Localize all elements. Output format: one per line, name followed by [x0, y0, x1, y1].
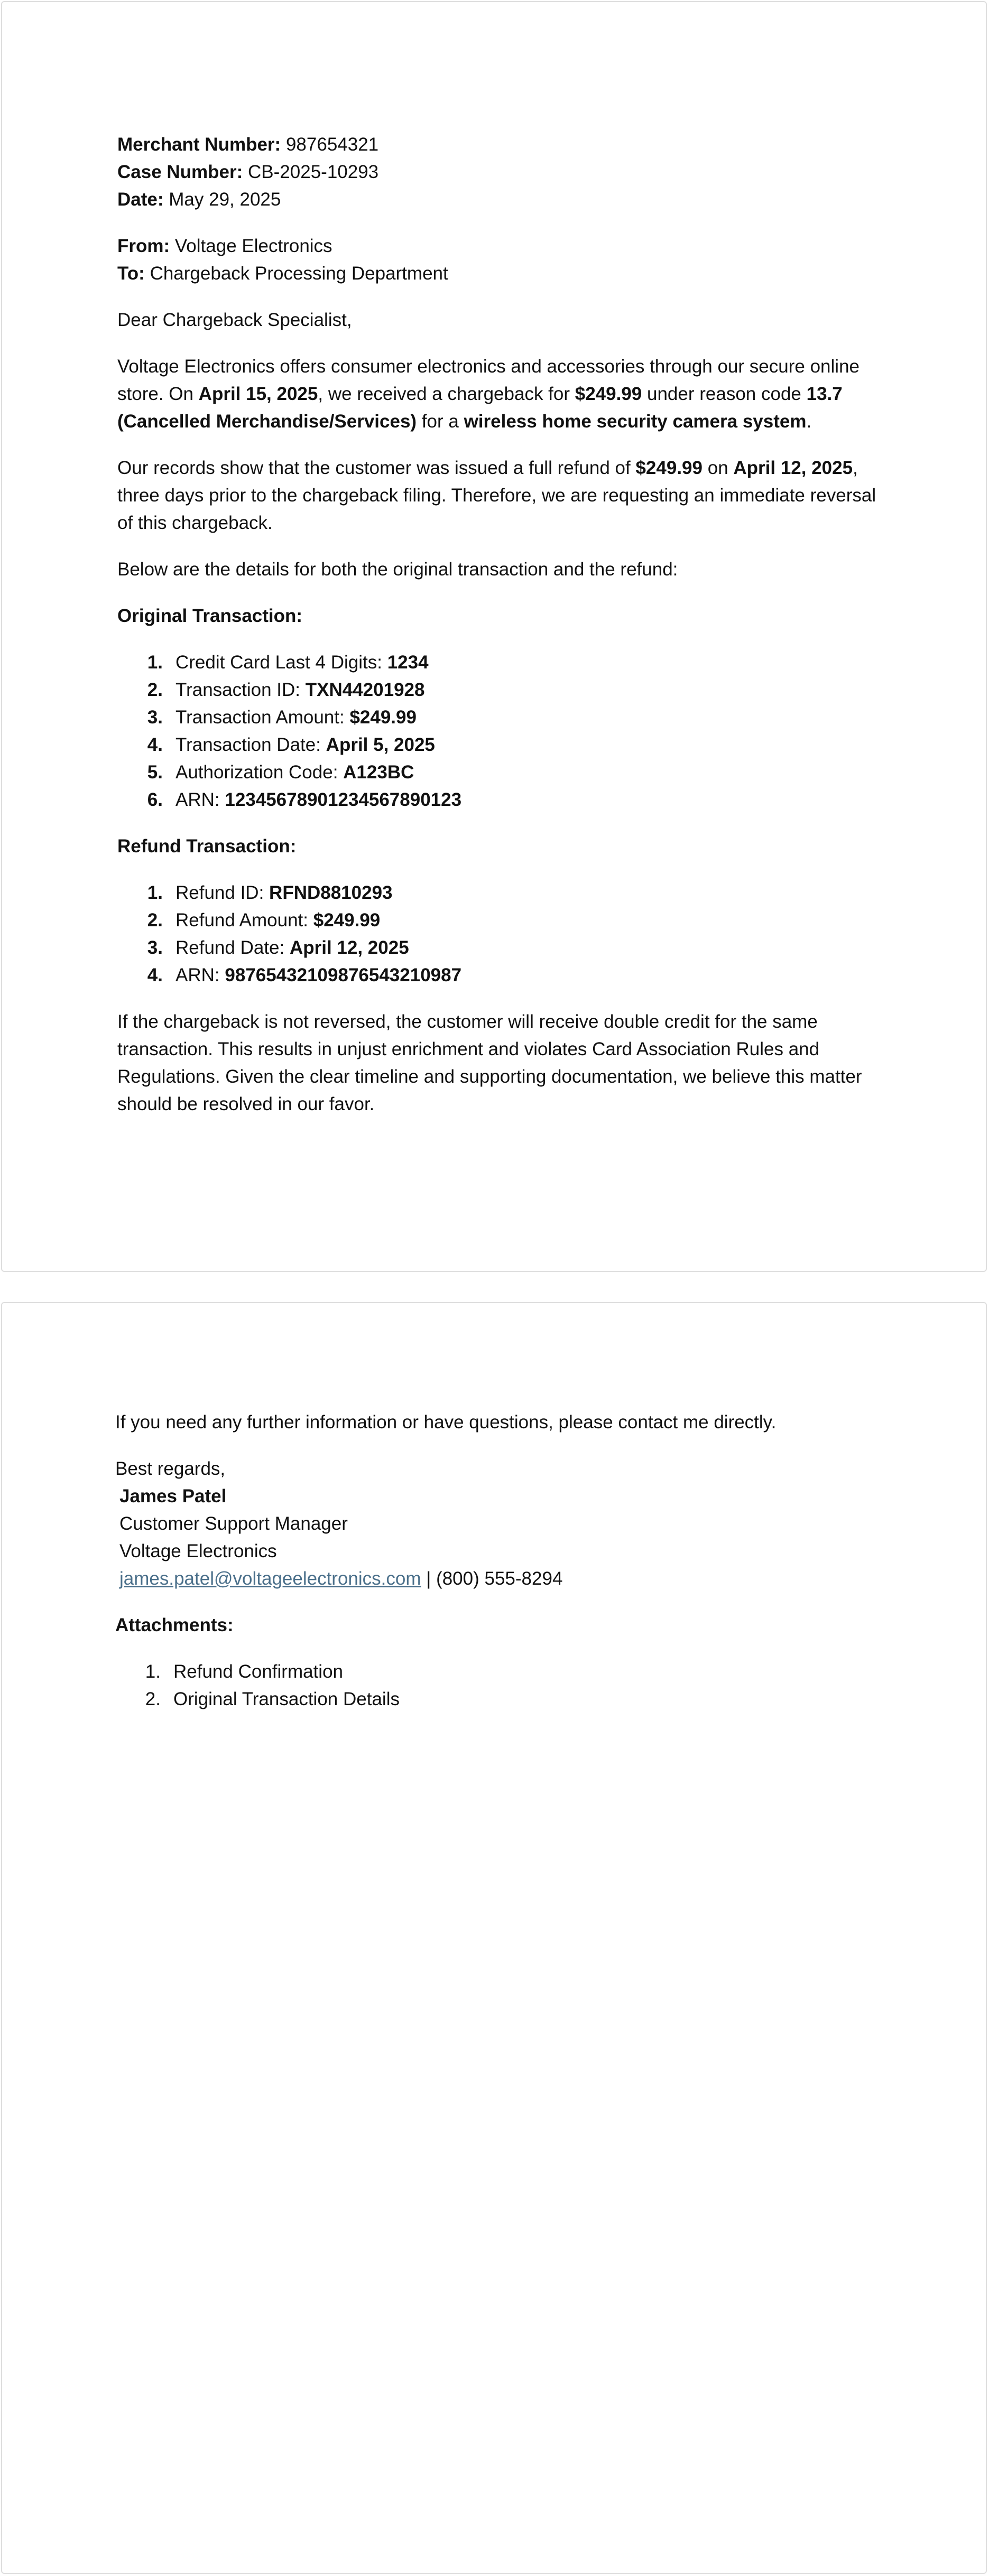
item-label: Credit Card Last 4 Digits:	[175, 652, 387, 673]
details-intro: Below are the details for both the original transaction and the refund:	[117, 559, 678, 580]
list-item	[117, 786, 879, 814]
original-transaction-title: Original Transaction:	[117, 606, 303, 626]
refund-transaction-list	[117, 879, 879, 989]
to-value: Chargeback Processing Department	[150, 263, 448, 284]
contact-note: If you need any further information or have questions, please contact me directly.	[115, 1412, 777, 1433]
intro-text-5: .	[806, 411, 812, 432]
list-item	[117, 704, 879, 731]
records-text-3: , three days prior to the chargeback filing. Therefore, we are requesting an immediate reversal of this chargeback.	[117, 458, 876, 533]
refund-date-value: April 12, 2025	[289, 937, 409, 958]
list-number: 1.	[145, 1661, 161, 1682]
list-number: 2.	[147, 680, 163, 700]
merchant-number-label: Merchant Number:	[117, 134, 281, 155]
list-number: 5.	[147, 762, 163, 783]
page-2-content	[115, 1409, 876, 1732]
transaction-date-value: April 5, 2025	[326, 734, 435, 755]
merchant-number-line	[117, 131, 879, 159]
refund-id-value: RFND8810293	[269, 882, 393, 903]
item-label: Refund ID:	[175, 882, 270, 903]
authorization-code-value: A123BC	[343, 762, 414, 783]
attachments-list	[115, 1658, 876, 1713]
list-number: 2.	[145, 1689, 161, 1709]
salutation: Dear Chargeback Specialist,	[117, 310, 352, 330]
intro-text-2: , we received a chargeback for	[318, 384, 575, 404]
date-value: May 29, 2025	[169, 189, 281, 210]
case-number-label: Case Number:	[117, 162, 243, 182]
refund-amount-inline: $249.99	[635, 458, 703, 478]
letter-header	[117, 131, 879, 213]
intro-text-4: for a	[417, 411, 464, 432]
list-item	[117, 934, 879, 962]
list-item	[117, 907, 879, 934]
chargeback-date: April 15, 2025	[198, 384, 318, 404]
reason-code: 13.7 (Cancelled Merchandise/Services)	[117, 384, 843, 432]
refund-date-inline: April 12, 2025	[733, 458, 853, 478]
list-number: 4.	[147, 965, 163, 985]
attachment-label: Original Transaction Details	[173, 1689, 400, 1709]
closing-argument: If the chargeback is not reversed, the customer will receive double credit for the same transaction. This results in unjust enrichment and violates Card Association Rules and Regulations. Given the clear timeline and supporting documentation, we believe this matter should be resolved in our favor.	[117, 1011, 862, 1114]
from-value: Voltage Electronics	[174, 236, 332, 256]
list-number: 6.	[147, 789, 163, 810]
case-number-value: CB-2025-10293	[248, 162, 379, 182]
list-number: 2.	[147, 910, 163, 931]
email-link[interactable]: james.patel@voltageelectronics.com	[119, 1568, 421, 1589]
from-label: From:	[117, 236, 170, 256]
refund-arn-value: 98765432109876543210987	[225, 965, 462, 985]
product-name: wireless home security camera system	[464, 411, 807, 432]
original-transaction-list	[117, 649, 879, 814]
signoff: Best regards,	[115, 1458, 226, 1479]
chargeback-amount: $249.99	[575, 384, 642, 404]
signature-title: Customer Support Manager	[119, 1513, 348, 1534]
records-text-1: Our records show that the customer was issued a full refund of	[117, 458, 636, 478]
contact-line	[115, 1565, 876, 1593]
card-last-4-value: 1234	[387, 652, 429, 673]
list-item	[117, 759, 879, 786]
merchant-number-value: 987654321	[285, 134, 379, 155]
list-number: 3.	[147, 707, 163, 728]
signature-block	[115, 1455, 876, 1593]
item-label: Transaction Amount:	[175, 707, 350, 728]
to-line	[117, 260, 879, 287]
list-number: 3.	[147, 937, 163, 958]
list-item	[117, 676, 879, 704]
to-label: To:	[117, 263, 145, 284]
document-page-1	[1, 1, 987, 1272]
item-label: ARN:	[175, 965, 225, 985]
item-label: Refund Date:	[175, 937, 290, 958]
letter-routing	[117, 233, 879, 287]
list-item	[115, 1658, 876, 1686]
signature-company: Voltage Electronics	[119, 1541, 277, 1561]
list-item	[115, 1686, 876, 1713]
document-page-2	[1, 1302, 987, 2574]
refund-amount-value: $249.99	[313, 910, 381, 931]
list-item	[117, 962, 879, 989]
intro-text-1: Voltage Electronics offers consumer electronics and accessories through our secure online store. On	[117, 356, 859, 404]
item-label: ARN:	[175, 789, 225, 810]
original-arn-value: 12345678901234567890123	[225, 789, 462, 810]
list-number: 4.	[147, 734, 163, 755]
from-line	[117, 233, 879, 260]
refund-transaction-title: Refund Transaction:	[117, 836, 297, 857]
attachment-label: Refund Confirmation	[173, 1661, 343, 1682]
date-line	[117, 186, 879, 213]
list-item	[117, 649, 879, 676]
attachments-title: Attachments:	[115, 1615, 234, 1635]
page-1-content	[117, 131, 879, 1137]
transaction-id-value: TXN44201928	[305, 680, 425, 700]
item-label: Authorization Code:	[175, 762, 344, 783]
item-label: Refund Amount:	[175, 910, 313, 931]
transaction-amount-value: $249.99	[349, 707, 417, 728]
case-number-line	[117, 159, 879, 186]
item-label: Transaction Date:	[175, 734, 326, 755]
phone-number: (800) 555-8294	[436, 1568, 563, 1589]
list-number: 1.	[147, 652, 163, 673]
records-paragraph	[117, 454, 879, 537]
intro-text-3: under reason code	[642, 384, 807, 404]
item-label: Transaction ID:	[175, 680, 306, 700]
list-number: 1.	[147, 882, 163, 903]
records-text-2: on	[703, 458, 734, 478]
date-label: Date:	[117, 189, 164, 210]
contact-separator: |	[421, 1568, 437, 1589]
list-item	[117, 731, 879, 759]
intro-paragraph	[117, 353, 879, 435]
list-item	[117, 879, 879, 907]
signature-name: James Patel	[119, 1486, 227, 1506]
